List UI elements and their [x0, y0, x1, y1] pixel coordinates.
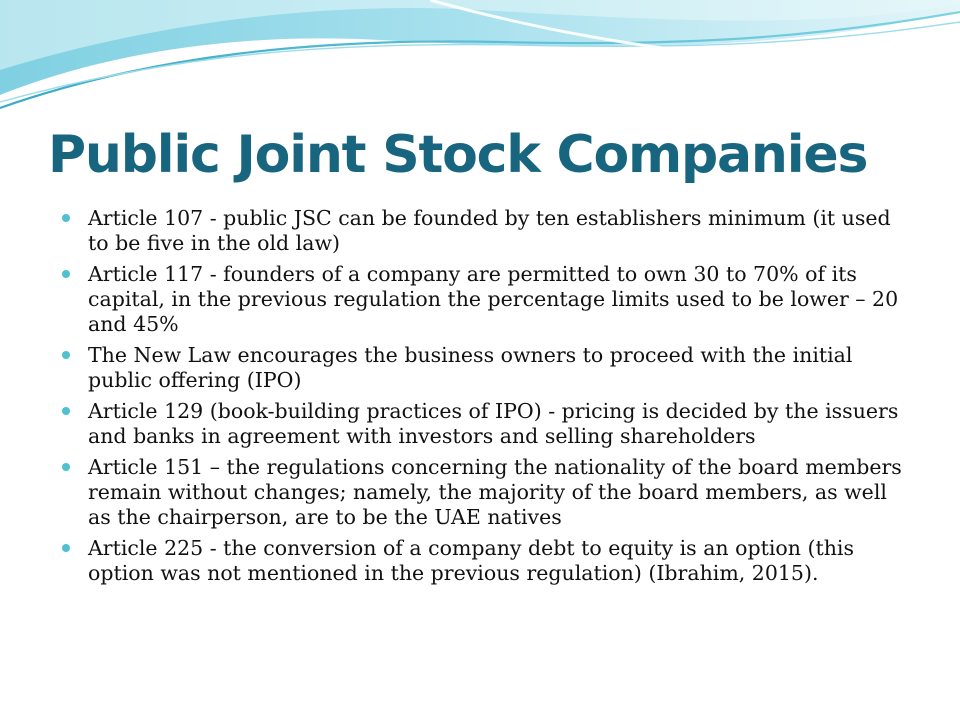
header-wave-decoration: [0, 0, 960, 120]
bullet-text: Article 117 - founders of a company are permitted to own 30 to 70% of its capital, in the previous regulation the percentage limits used to be lower – 20 and 45%: [88, 262, 899, 336]
bullet-text: Article 129 (book-building practices of IPO) - pricing is decided by the issuers and banks in agreement with investors and selling shareholders: [88, 399, 899, 448]
bullet-text: Article 225 - the conversion of a company debt to equity is an option (this option was not mentioned in the previous regulation) (Ibrahim, 2015).: [88, 536, 854, 585]
bullet-dot-icon: [62, 214, 70, 222]
bullet-item: [62, 399, 912, 449]
bullet-text: The New Law encourages the business owners to proceed with the initial public offering (IPO): [88, 343, 853, 392]
bullet-dot-icon: [62, 351, 70, 359]
bullet-dot-icon: [62, 407, 70, 415]
bullet-text: Article 151 – the regulations concerning the nationality of the board members remain without changes; namely, the majority of the board members, as well as the chairperson, are to be the UAE natives: [88, 455, 902, 529]
bullet-dot-icon: [62, 544, 70, 552]
bullet-list: [62, 206, 912, 592]
bullet-item: [62, 262, 912, 337]
bullet-dot-icon: [62, 463, 70, 471]
slide-title: Public Joint Stock Companies: [48, 125, 868, 185]
bullet-item: [62, 536, 912, 586]
bullet-item: [62, 343, 912, 393]
bullet-item: [62, 206, 912, 256]
bullet-text: Article 107 - public JSC can be founded by ten establishers minimum (it used to be five in the old law): [88, 206, 891, 255]
bullet-item: [62, 455, 912, 530]
bullet-dot-icon: [62, 270, 70, 278]
